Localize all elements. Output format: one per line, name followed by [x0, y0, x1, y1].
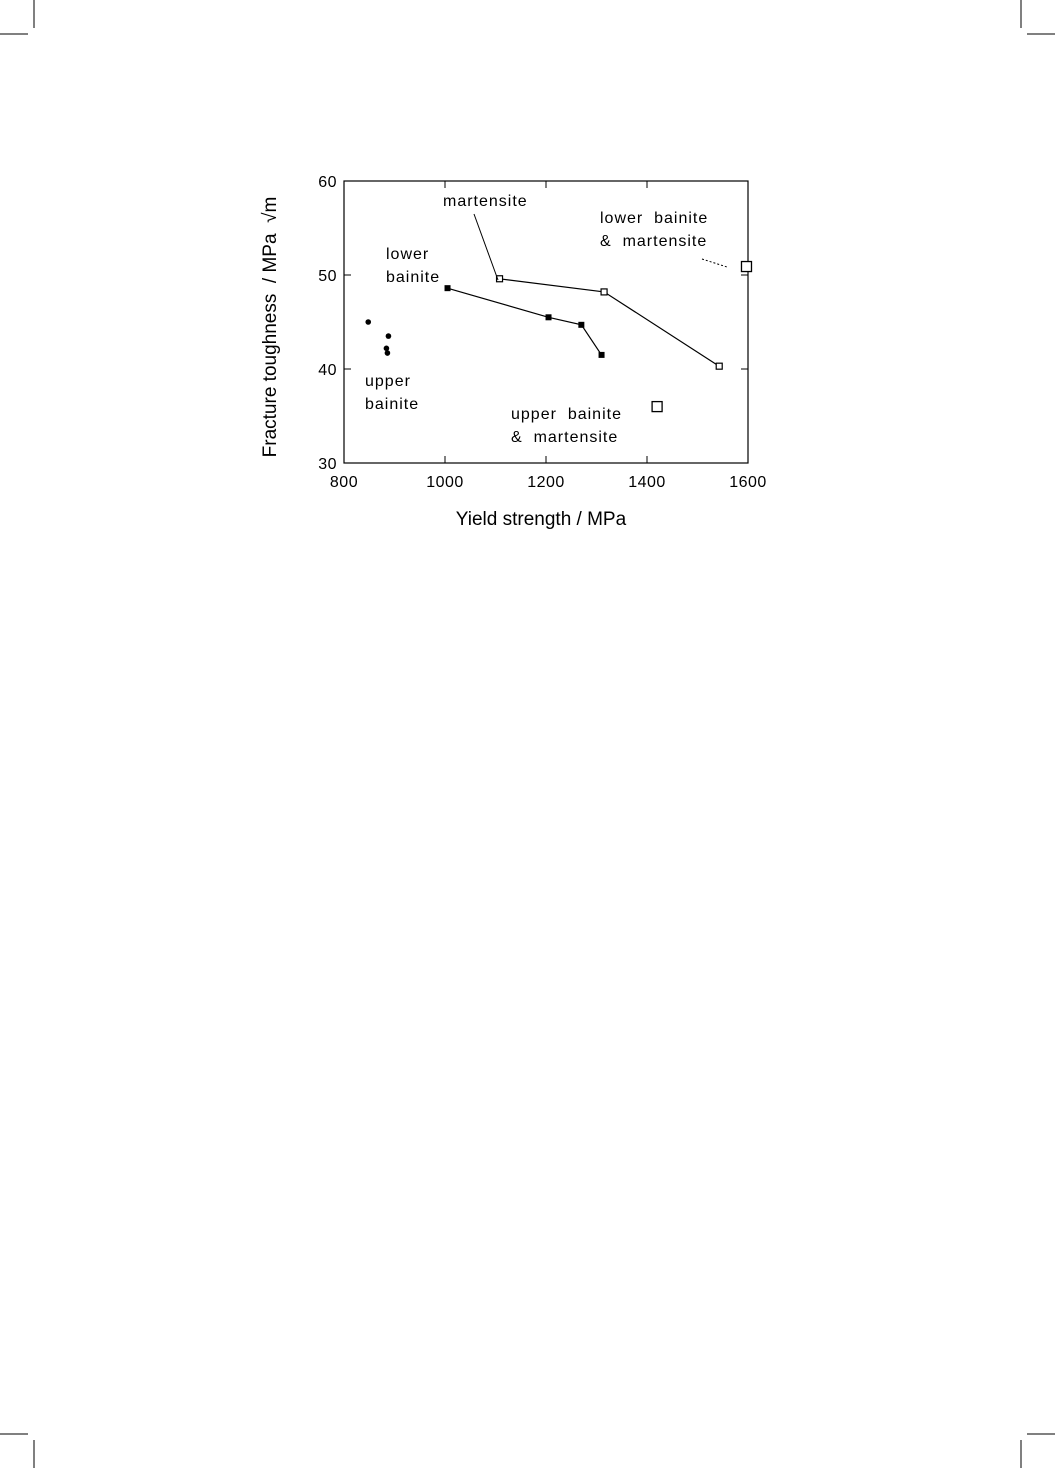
data-point [741, 262, 751, 272]
x-tick-label: 1000 [426, 474, 464, 491]
x-axis-label: Yield strength / MPa [455, 509, 627, 530]
x-tick-label: 1400 [628, 474, 666, 491]
series [652, 402, 662, 412]
series [741, 262, 751, 272]
data-point [601, 289, 607, 295]
series-annotation: & martensite [600, 233, 708, 250]
series-annotation: & martensite [511, 429, 619, 446]
series-line [448, 288, 602, 355]
data-point [445, 285, 451, 291]
series-annotation: lower bainite [600, 210, 709, 227]
series-annotation: upper [365, 373, 411, 390]
lower-bainite-martensite-leader-line [702, 259, 727, 267]
data-point [365, 319, 371, 325]
series-annotation: bainite [386, 269, 441, 286]
y-tick-label: 50 [318, 268, 337, 285]
y-tick-label: 60 [318, 174, 337, 191]
data-point [384, 346, 390, 352]
series-annotation: upper bainite [511, 406, 622, 423]
martensite-leader-line [474, 214, 498, 280]
data-point [386, 333, 392, 339]
x-tick-label: 800 [329, 474, 359, 491]
y-tick-label: 30 [318, 456, 337, 473]
y-axis-label: Fracture toughness / MPa √m [260, 196, 281, 458]
data-point [546, 314, 552, 320]
y-tick-label: 40 [318, 362, 337, 379]
series-line [500, 279, 720, 366]
series-annotation: bainite [365, 396, 420, 413]
series [497, 276, 723, 369]
series [445, 285, 605, 358]
data-point [652, 402, 662, 412]
x-tick-label: 1600 [729, 474, 767, 491]
data-point [716, 363, 722, 369]
series-annotation: martensite [443, 193, 528, 210]
series-annotation: lower [386, 246, 430, 263]
data-point [578, 322, 584, 328]
data-point [385, 350, 391, 356]
data-point [599, 352, 605, 358]
x-tick-label: 1200 [527, 474, 565, 491]
series [365, 319, 391, 356]
